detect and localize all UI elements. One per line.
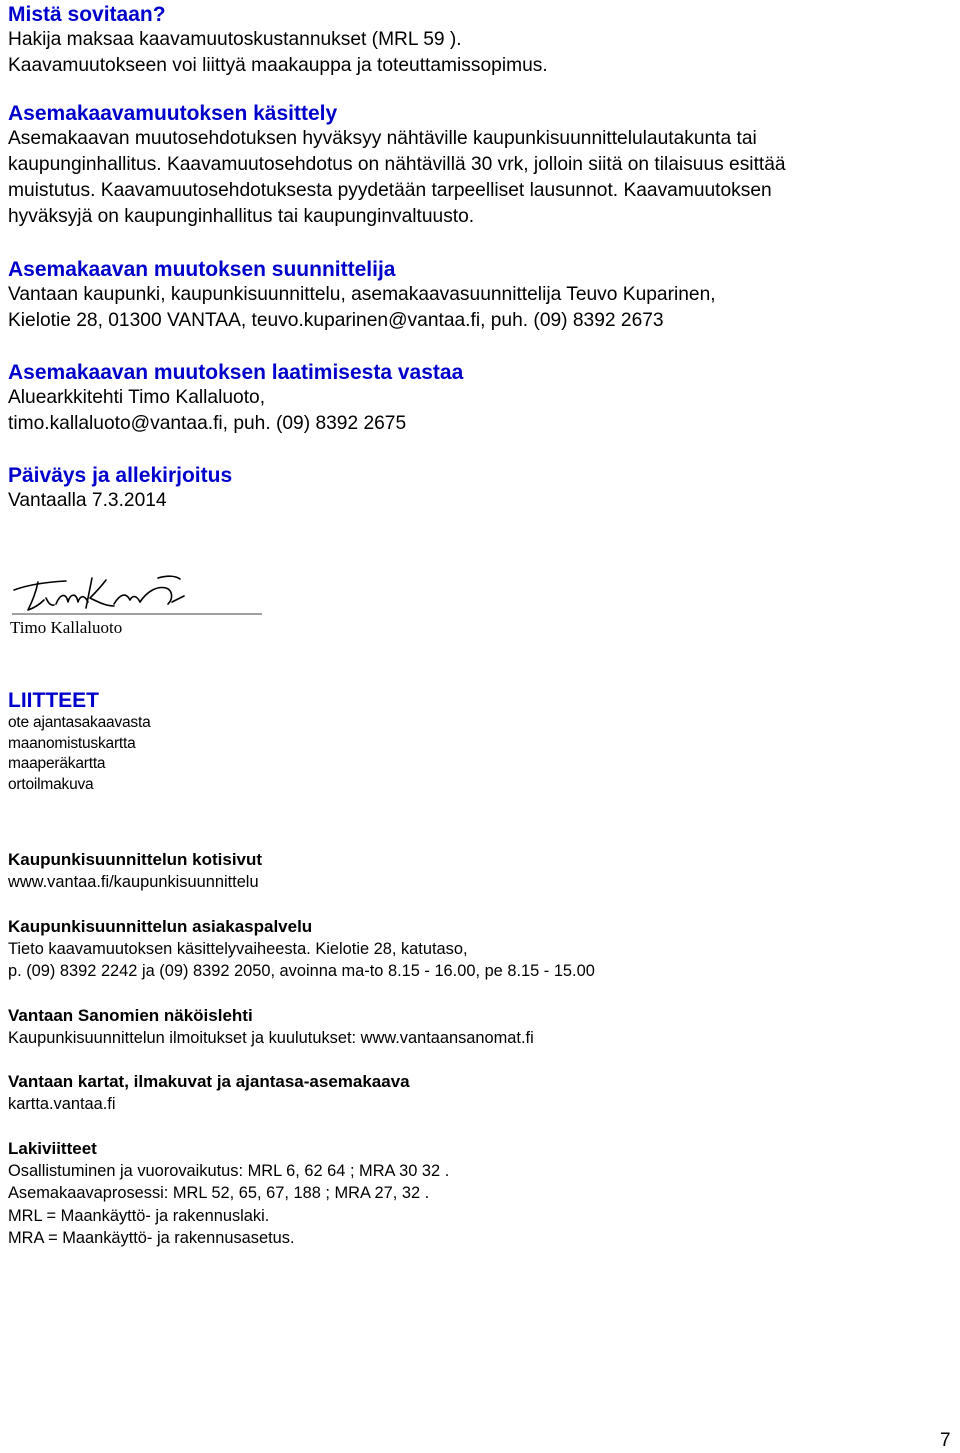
date-line: Vantaalla 7.3.2014 (8, 490, 167, 511)
text-line: MRA = Maankäyttö- ja rakennusasetus. (8, 1229, 295, 1247)
text-line: Vantaan kaupunki, kaupunkisuunnittelu, asemakaavasuunnittelija Teuvo Kuparinen, (8, 284, 716, 305)
section-legal-references (8, 1138, 938, 1250)
text-line: Kaavamuutokseen voi liittyä maakauppa ja toteuttamissopimus. (8, 55, 548, 76)
page-number: 7 (940, 1430, 951, 1451)
section-home-pages (8, 849, 938, 894)
heading-attachments: LIITTEET (8, 689, 99, 712)
document-page (8, 0, 938, 1250)
heading-planner: Asemakaavan muutoksen suunnittelija (8, 258, 396, 281)
paragraph-home-pages (8, 871, 938, 894)
text-line: hyväksyjä on kaupunginhallitus tai kaupunginvaltuusto. (8, 206, 475, 227)
heading-agreements: Mistä sovitaan? (8, 3, 166, 26)
list-item: maaperäkartta (8, 755, 106, 772)
handwritten-signature (8, 572, 268, 622)
list-item: ortoilmakuva (8, 775, 94, 793)
signature-name: Timo Kallaluoto (10, 618, 123, 637)
attachments-list (8, 713, 938, 795)
text-line: Kaupunkisuunnittelun ilmoitukset ja kuulutukset: www.vantaansanomat.fi (8, 1028, 534, 1047)
text-line: p. (09) 8392 2242 ja (09) 8392 2050, avoinna ma-to 8.15 - 16.00, pe 8.15 - 15.00 (8, 962, 595, 980)
text-line: Aluearkkitehti Timo Kallaluoto, (8, 387, 266, 408)
heading-responsible: Asemakaavan muutoksen laatimisesta vastaa (8, 361, 464, 384)
text-line: Osallistuminen ja vuorovaikutus: MRL 6, 62 64 ; MRA 30 32 . (8, 1161, 450, 1180)
section-agreements (8, 2, 938, 79)
heading-home-pages: Kaupunkisuunnittelun kotisivut (8, 850, 263, 869)
text-line: Hakija maksaa kaavamuutoskustannukset (MRL 59 ). (8, 29, 462, 50)
paragraph-maps (8, 1093, 938, 1116)
text-line: MRL = Maankäyttö- ja rakennuslaki. (8, 1206, 270, 1225)
text-line: Asemakaavaprosessi: MRL 52, 65, 67, 188 ; MRA 27, 32 . (8, 1184, 430, 1202)
signature-block (8, 572, 268, 644)
link-maps[interactable]: kartta.vantaa.fi (8, 1095, 116, 1113)
paragraph-newspaper (8, 1027, 938, 1050)
section-newspaper (8, 1005, 938, 1050)
paragraph-agreements (8, 27, 938, 79)
list-item: ote ajantasakaavasta (8, 714, 151, 731)
heading-legal-references: Lakiviitteet (8, 1138, 97, 1158)
paragraph-date (8, 488, 938, 514)
section-maps (8, 1071, 938, 1116)
paragraph-planner (8, 282, 938, 334)
link-home-pages[interactable]: www.vantaa.fi/kaupunkisuunnittelu (8, 873, 259, 891)
text-line: muistutus. Kaavamuutosehdotuksesta pyydetään tarpeelliset lausunnot. Kaavamuutoksen (8, 180, 772, 201)
heading-processing: Asemakaavamuutoksen käsittely (8, 102, 338, 125)
text-line: Asemakaavan muutosehdotuksen hyväksyy nähtäville kaupunkisuunnittelulautakunta tai (8, 128, 757, 149)
paragraph-customer-service (8, 938, 938, 983)
text-line: timo.kallaluoto@vantaa.fi, puh. (09) 8392 2675 (8, 413, 407, 434)
section-customer-service (8, 916, 938, 983)
heading-maps: Vantaan kartat, ilmakuvat ja ajantasa-asemakaava (8, 1072, 410, 1091)
section-attachments (8, 688, 938, 795)
section-date-signature (8, 463, 938, 514)
paragraph-legal-references (8, 1160, 938, 1250)
text-line: Tieto kaavamuutoksen käsittelyvaiheesta. Kielotie 28, katutaso, (8, 939, 468, 958)
section-planner (8, 257, 938, 334)
list-item: maanomistuskartta (8, 734, 136, 752)
heading-date-signature: Päiväys ja allekirjoitus (8, 464, 233, 487)
heading-customer-service: Kaupunkisuunnittelun asiakaspalvelu (8, 916, 313, 936)
paragraph-responsible (8, 385, 938, 437)
paragraph-processing (8, 126, 938, 230)
section-processing (8, 101, 938, 230)
section-responsible (8, 360, 938, 437)
text-line: Kielotie 28, 01300 VANTAA, teuvo.kuparinen@vantaa.fi, puh. (09) 8392 2673 (8, 310, 664, 331)
heading-newspaper: Vantaan Sanomien näköislehti (8, 1005, 253, 1025)
text-line: kaupunginhallitus. Kaavamuutosehdotus on nähtävillä 30 vrk, jolloin siitä on tilaisuus esittää (8, 154, 786, 175)
